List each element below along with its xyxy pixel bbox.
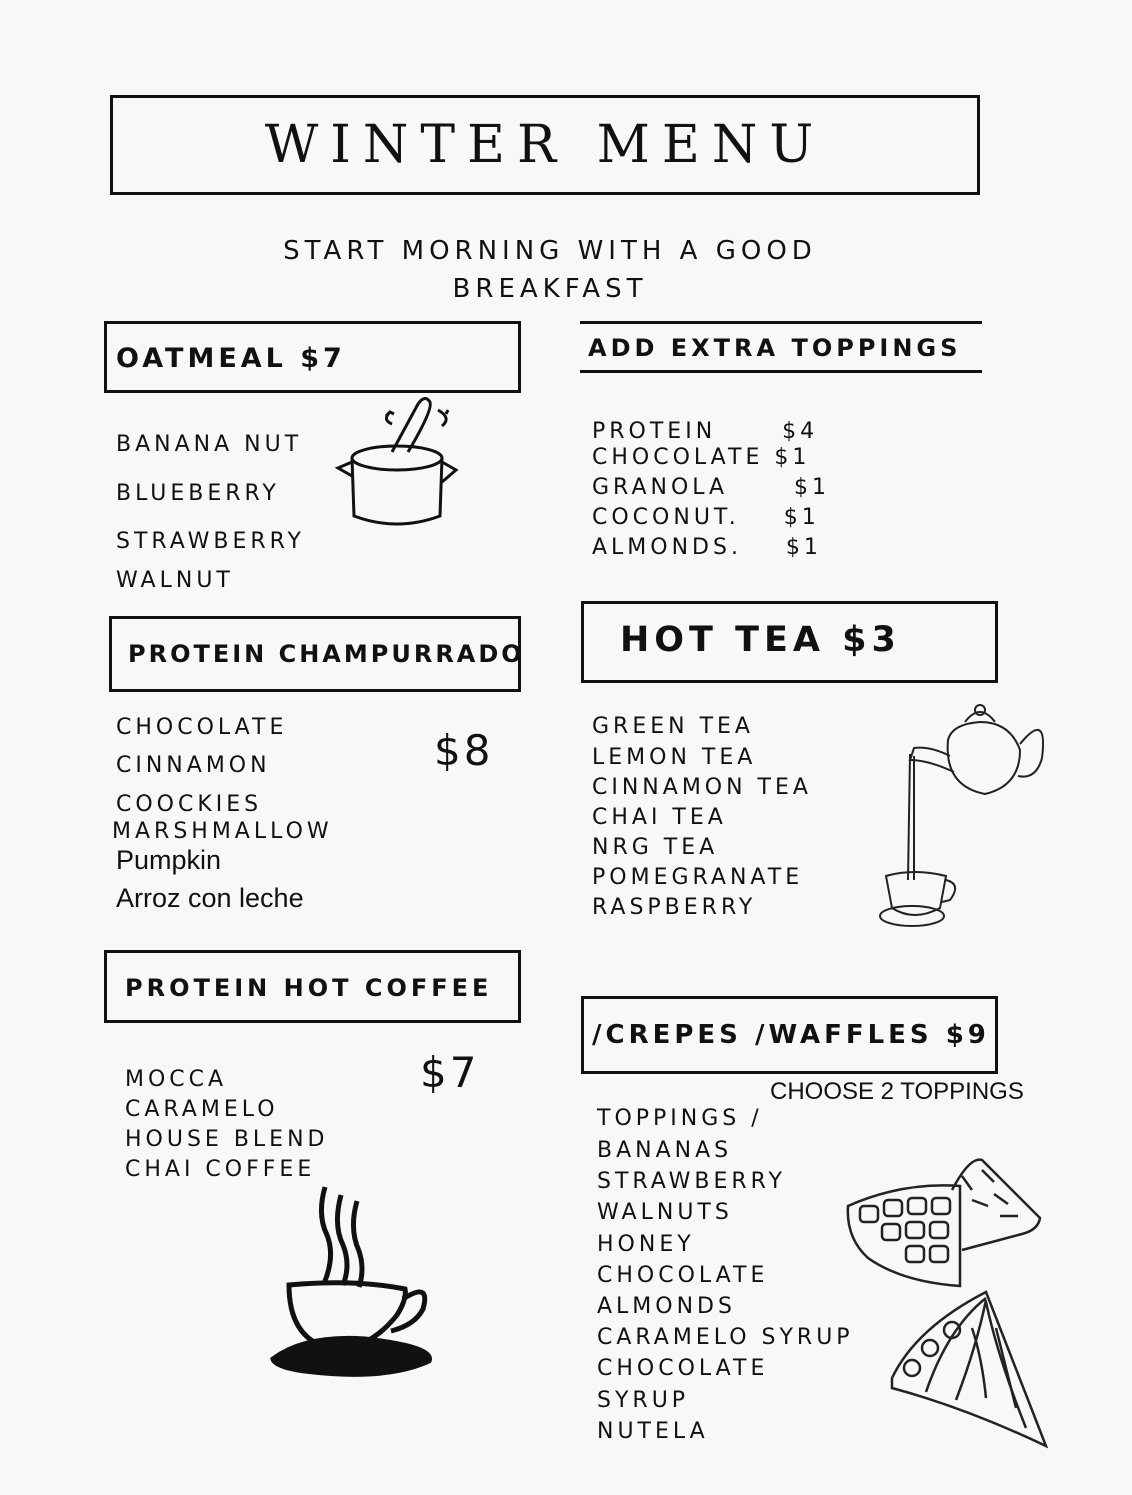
tea-header: HOT TEA $3 — [620, 620, 901, 660]
oatmeal-item: BANANA NUT — [116, 432, 303, 457]
oatmeal-item: STRAWBERRY — [116, 529, 305, 554]
tea-item: NRG TEA — [592, 835, 719, 860]
crepes-item: CHOCOLATE — [597, 1356, 769, 1381]
crepes-item: WALNUTS — [597, 1200, 733, 1225]
champurrado-item: COOCKIES — [116, 792, 263, 817]
crepes-item: SYRUP — [597, 1388, 690, 1413]
tea-item: RASPBERRY — [592, 895, 757, 920]
topping-item: GRANOLA $1 — [592, 475, 831, 500]
waffle-icon — [842, 1150, 1047, 1295]
crepes-item: NUTELA — [597, 1419, 709, 1444]
menu-subtitle — [200, 232, 900, 308]
crepes-item: STRAWBERRY — [597, 1169, 786, 1194]
coffee-item: MOCCA — [125, 1067, 228, 1092]
topping-item: COCONUT. $1 — [592, 505, 820, 530]
oatmeal-pot-icon — [330, 392, 465, 532]
champurrado-price: $8 — [434, 726, 494, 775]
tea-item: LEMON TEA — [592, 745, 757, 770]
crepe-icon — [886, 1288, 1056, 1453]
coffee-price: $7 — [420, 1048, 480, 1097]
coffee-header: PROTEIN HOT COFFEE — [125, 974, 493, 1002]
menu-title: WINTER MENU — [264, 115, 826, 175]
champurrado-item: Pumpkin — [116, 845, 222, 875]
crepes-item: ALMONDS — [597, 1294, 736, 1319]
coffee-cup-icon — [265, 1185, 440, 1380]
champurrado-item: CINNAMON — [116, 753, 271, 778]
topping-item: ALMONDS. $1 — [592, 535, 822, 560]
coffee-item: CHAI COFFEE — [125, 1157, 316, 1182]
crepes-item: HONEY — [597, 1232, 695, 1257]
champurrado-item: MARSHMALLOW — [112, 819, 333, 844]
coffee-item: CARAMELO — [125, 1097, 279, 1122]
menu-title-box — [110, 95, 980, 195]
crepes-note: CHOOSE 2 TOPPINGS — [770, 1078, 1024, 1105]
champurrado-header: PROTEIN CHAMPURRADO — [128, 640, 525, 668]
crepes-item: BANANAS — [597, 1138, 733, 1163]
crepes-header: /CREPES /WAFFLES $9 — [592, 1020, 990, 1050]
topping-item: PROTEIN $4 — [592, 419, 819, 444]
oatmeal-header: OATMEAL $7 — [116, 343, 346, 374]
teapot-icon — [870, 700, 1055, 935]
coffee-item: HOUSE BLEND — [125, 1127, 329, 1152]
champurrado-item: CHOCOLATE — [116, 715, 288, 740]
subtitle-line-1: START MORNING WITH A GOOD — [283, 236, 817, 266]
champurrado-item: Arroz con leche — [116, 883, 304, 913]
tea-item: POMEGRANATE — [592, 865, 804, 890]
toppings-header: ADD EXTRA TOPPINGS — [588, 334, 962, 362]
oatmeal-item: BLUEBERRY — [116, 481, 280, 506]
crepes-item: TOPPINGS / — [597, 1106, 763, 1131]
topping-item: CHOCOLATE $1 — [592, 445, 811, 470]
tea-item: CINNAMON TEA — [592, 775, 812, 800]
subtitle-line-2: BREAKFAST — [452, 274, 648, 304]
crepes-item: CARAMELO SYRUP — [597, 1325, 854, 1350]
tea-item: CHAI TEA — [592, 805, 727, 830]
crepes-item: CHOCOLATE — [597, 1263, 769, 1288]
oatmeal-item: WALNUT — [116, 568, 234, 593]
tea-item: GREEN TEA — [592, 714, 754, 739]
